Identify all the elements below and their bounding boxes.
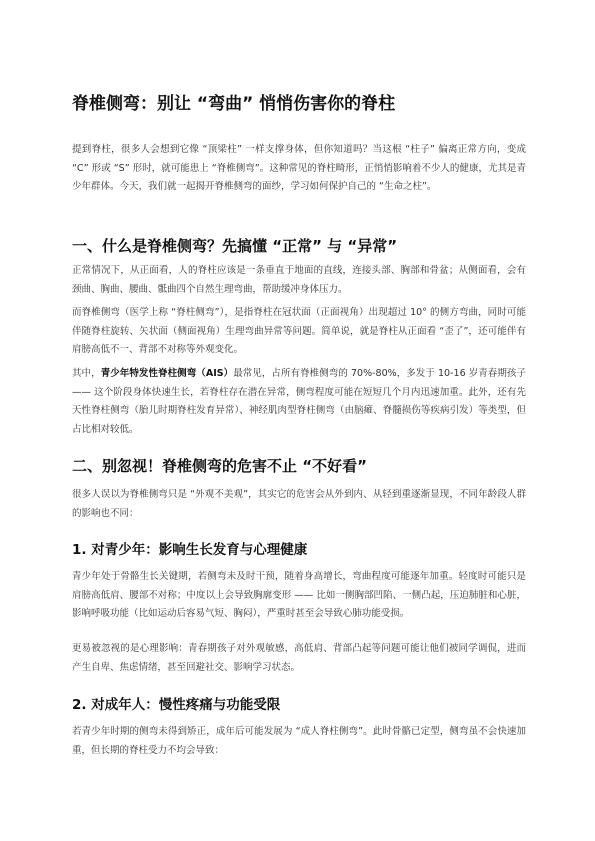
section-2-intro: 很多人误以为脊椎侧弯只是 “外观不美观”，其实它的危害会从外到内、从轻到重逐渐显现，不同年龄段人群的影响也不同：: [72, 489, 526, 519]
subsection-1-heading: 1. 对青少年：影响生长发育与心理健康: [72, 542, 308, 558]
subsection-1-paragraph-1: 青少年处于骨骼生长关键期，若侧弯未及时干预，随着身高增长，弯曲程度可能逐年加重。轻度时可能只是肩膀高低肩、腰部不对称；中度以上会导致胸廓变形 —— 比如一侧胸部凹陷、一侧凸起，压迫肺脏和心脏，影响呼吸功能（比如运动后容易气短、胸闷），严重时甚至会导致心肺功能受损。: [72, 571, 526, 620]
subsection-2-paragraph-1: 若青少年时期的侧弯未得到矫正，成年后可能发展为 “成人脊柱侧弯”。此时骨骼已定型，侧弯虽不会快速加重，但长期的脊柱受力不均会导致：: [72, 726, 526, 756]
section-1-paragraph-1: 正常情况下，从正面看，人的脊柱应该是一条垂直于地面的直线，连接头部、胸部和骨盆；从侧面看，会有颈曲、胸曲、腰曲、骶曲四个自然生理弯曲，帮助缓冲身体压力。: [72, 265, 526, 295]
paragraph-prefix: 其中，: [72, 368, 101, 379]
page-title: 脊椎侧弯：别让 “弯曲” 悄悄伤害你的脊柱: [72, 94, 396, 114]
section-1-paragraph-3: [72, 365, 526, 439]
subsection-1-paragraph-2: 更易被忽视的是心理影响：青春期孩子对外观敏感，高低肩、背部凸起等问题可能让他们被同学调侃，进而产生自卑、焦虑情绪，甚至回避社交、影响学习状态。: [72, 643, 526, 673]
section-1-paragraph-2: 而脊椎侧弯（医学上称 “脊柱侧弯”），是指脊柱在冠状面（正面视角）出现超过 10° 的侧方弯曲，同时可能伴随脊柱旋转、矢状面（侧面视角）生理弯曲异常等问题。简单说，就是脊柱从正面看 “歪了”，还可能伴有肩膀高低不一、背部不对称等外观变化。: [72, 307, 526, 356]
section-2-heading: 二、别忽视！脊椎侧弯的危害不止 “不好看”: [72, 457, 367, 475]
section-1-heading: 一、什么是脊椎侧弯？先搞懂 “正常” 与 “异常”: [72, 237, 398, 255]
paragraph-body: 最常见，占所有脊椎侧弯的 70%-80%，多发于 10-16 岁青春期孩子 —— 这个阶段身体快速生长，若脊柱存在潜在异常，侧弯程度可能在短短几个月内迅速加重。此外，还有先天性脊柱侧弯（胎儿时期脊柱发育异常）、神经肌肉型脊柱侧弯（由脑瘫、脊髓损伤等疾病引发）等类型，但占比相对较低。: [72, 368, 526, 435]
subsection-2-heading: 2. 对成年人：慢性疼痛与功能受限: [72, 697, 281, 713]
intro-paragraph: 提到脊柱，很多人会想到它像 “顶梁柱” 一样支撑身体，但你知道吗？当这根 “柱子” 偏离正常方向，变成 “C” 形或 “S” 形时，就可能患上 “脊椎侧弯”。这种常见的脊柱畸形，正悄悄影响着不少人的健康，尤其是青少年群体。今天，我们就一起揭开脊椎侧弯的面纱，学习如何保护自己的 “生命之柱”。: [72, 144, 526, 193]
highlight-term: 青少年特发性脊柱侧弯（AIS）: [100, 368, 234, 379]
